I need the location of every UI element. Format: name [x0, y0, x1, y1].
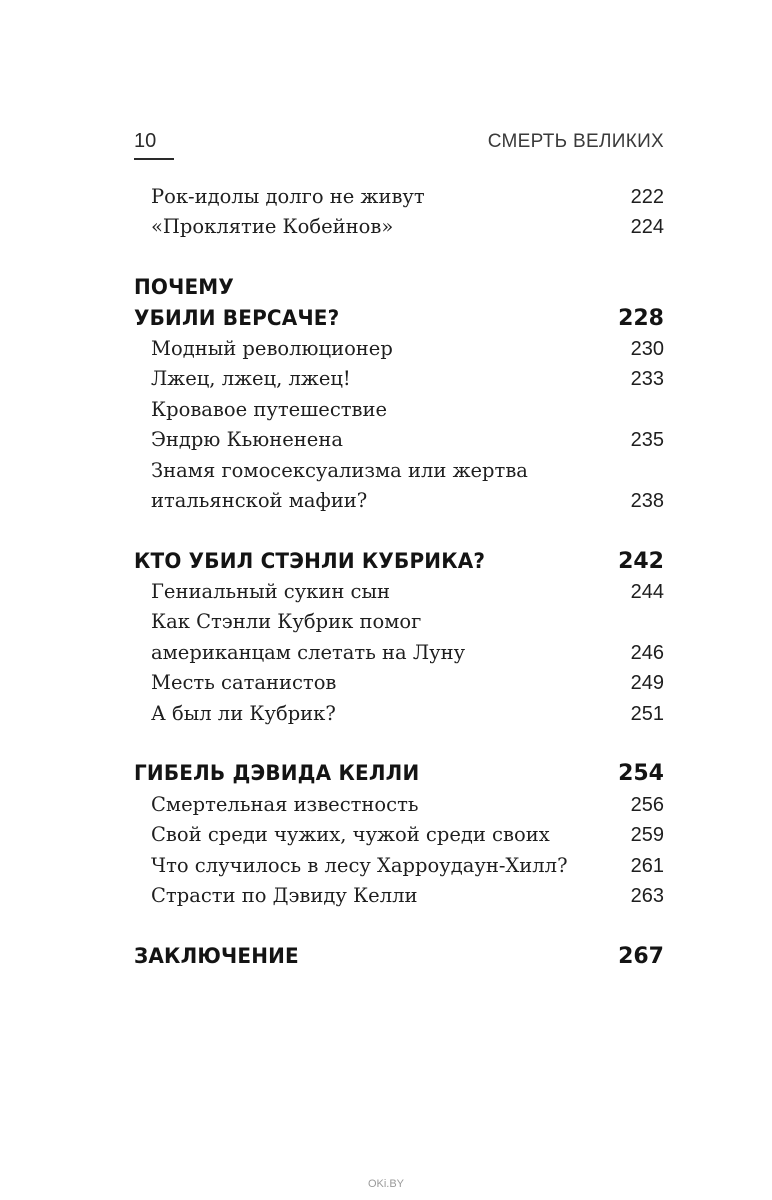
toc-entry-title: А был ли Кубрик? — [151, 701, 336, 725]
section-gap — [134, 243, 664, 273]
page-number-underline — [134, 158, 174, 160]
toc-entry[interactable] — [134, 699, 664, 729]
toc-entry-page: 224 — [630, 216, 664, 239]
toc-entry[interactable] — [134, 820, 664, 850]
chapter-heading-kubrick[interactable] — [134, 547, 664, 577]
section-gap — [134, 911, 664, 941]
toc-entry-title: Эндрю Кьюненена — [151, 428, 343, 452]
toc-entry-page: 230 — [630, 337, 664, 360]
toc-entry-page: 259 — [630, 824, 664, 847]
toc-entry-page: 222 — [630, 186, 664, 208]
toc-entry-title: Свой среди чужих, чужой среди своих — [151, 823, 550, 847]
toc-entry-title: итальянской мафии? — [151, 488, 368, 512]
toc-entry-title: Модный революционер — [151, 336, 393, 360]
toc-entry-title: Кровавое путешествие — [151, 397, 388, 421]
toc-entry[interactable] — [134, 395, 664, 425]
toc-entry[interactable] — [134, 790, 664, 820]
toc-entry[interactable] — [134, 364, 664, 394]
chapter-title: ГИБЕЛЬ ДЭВИДА КЕЛЛИ — [134, 761, 420, 787]
toc-entry-title: Смертельная известность — [151, 792, 419, 816]
toc-entry-title: американцам слетать на Луну — [151, 640, 466, 664]
toc-entry-title: Рок-идолы долго не живут — [151, 185, 425, 208]
chapter-page: 267 — [618, 943, 664, 969]
toc-entry-title: Знамя гомосексуализма или жертва — [151, 458, 528, 482]
toc-entry[interactable] — [134, 334, 664, 364]
chapter-heading-versace-line2[interactable] — [134, 304, 664, 334]
toc-entry[interactable] — [134, 881, 664, 911]
toc-entry[interactable] — [134, 456, 664, 486]
chapter-title-line2: УБИЛИ ВЕРСАЧЕ? — [134, 305, 340, 331]
toc-entry[interactable] — [134, 486, 664, 516]
toc-entry[interactable] — [134, 182, 664, 212]
toc-entry-page: 233 — [630, 368, 664, 391]
toc-entry[interactable] — [134, 668, 664, 698]
toc-entry[interactable] — [134, 851, 664, 881]
toc-entry-title: Страсти по Дэвиду Келли — [151, 883, 418, 907]
toc-entry-page: 251 — [630, 702, 664, 725]
chapter-heading-versace[interactable] — [134, 273, 664, 303]
toc-entry-page: 238 — [630, 489, 664, 512]
toc-entry-title: «Проклятие Кобейнов» — [151, 215, 394, 239]
table-of-contents — [134, 182, 664, 972]
running-title: СМЕРТЬ ВЕЛИКИХ — [487, 131, 664, 152]
site-watermark: OKi.BY — [367, 1178, 405, 1190]
toc-entry-title: Месть сатанистов — [151, 671, 337, 695]
chapter-page: 228 — [618, 305, 664, 331]
toc-entry-page: 256 — [630, 793, 664, 816]
toc-entry-page: 263 — [630, 884, 664, 907]
chapter-heading-conclusion[interactable] — [134, 942, 664, 972]
toc-entry-page: 235 — [630, 429, 664, 452]
chapter-page: 254 — [618, 761, 664, 787]
chapter-title-line1: ПОЧЕМУ — [134, 275, 234, 301]
toc-entry-page: 244 — [630, 581, 664, 604]
chapter-page: 242 — [618, 548, 664, 574]
toc-entry[interactable] — [134, 638, 664, 668]
toc-entry[interactable] — [134, 425, 664, 455]
toc-entry-page: 246 — [630, 641, 664, 664]
toc-entry-page: 261 — [630, 854, 664, 877]
toc-entry-page: 249 — [630, 672, 664, 695]
chapter-title: КТО УБИЛ СТЭНЛИ КУБРИКА? — [134, 548, 486, 574]
section-gap — [134, 729, 664, 759]
toc-entry-title: Что случилось в лесу Харроудаун-Хилл? — [151, 853, 568, 877]
toc-entry-title: Как Стэнли Кубрик помог — [151, 610, 422, 634]
toc-entry-title: Лжец, лжец, лжец! — [151, 367, 351, 391]
chapter-title: ЗАКЛЮЧЕНИЕ — [134, 943, 299, 969]
page-number: 10 — [134, 130, 157, 152]
section-gap — [134, 516, 664, 546]
toc-entry[interactable] — [134, 607, 664, 637]
toc-entry[interactable] — [134, 577, 664, 607]
page-header — [134, 130, 664, 160]
chapter-heading-kelly[interactable] — [134, 759, 664, 789]
toc-entry[interactable] — [134, 212, 664, 242]
toc-entry-title: Гениальный сукин сын — [151, 580, 390, 604]
